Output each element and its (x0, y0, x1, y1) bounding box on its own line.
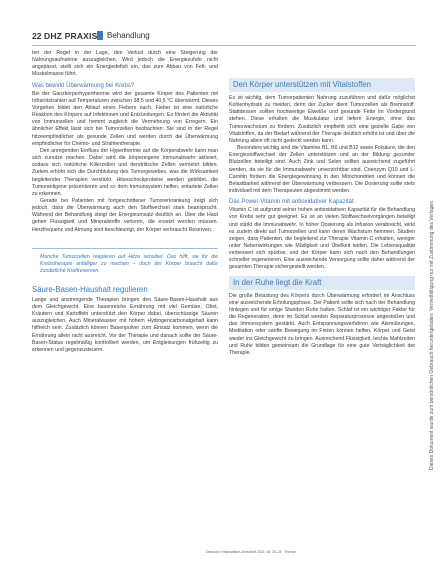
subheading: Das Power-Vitamin mit antioxidativer Kapazität (229, 199, 354, 206)
body-paragraph: Bei der Ganzkörperhyperthermie wird der gesamte Körper des Patienten mit Infrarotstrahlen auf Temperaturen zwischen 38,5 und 40,5 °C überwärmt. Dieses Vorgehen bildet den Ablauf eines Fiebers nach. Fieber ist eine natürliche Reaktion des Körpers auf Infektionen und Entzündungen. Es fördert die Aktivität von Immunzellen und hemmt zugleich die Vermehrung von Erregern. Ein ähnlicher Effekt lässt sich bei Tumorzellen beobachten: Sie sind in der Regel hitzeempfindlicher als gesunde Zellen und werden durch die Überwärmung empfindlicher für Chemo- und Strahlentherapie. (32, 90, 218, 147)
pull-quote: Manche Tumorzellen reagieren auf Hitze sensibel. Das hilft, sie für die Krebstherapie anfälliger zu machen – doch der Körper braucht dafür zusätzliche Kraftreserven. (32, 248, 218, 275)
rubric-label: Behandlung (107, 31, 150, 40)
body-paragraph: ten der Regel in der Lage, den Verlust durch eine Steigerung der Nahrungsaufnahme auszugleichen. Wird jedoch die Energiezufuhr nicht angepasst, stellt sich ein Energiedefizit ein, das zum Abbau von Fett- und Muskelmasse führt. (32, 50, 218, 78)
subheading: Was bewirkt Überwärmung bei Krebs? (32, 82, 135, 89)
body-paragraph: Lange und anstrengende Therapien bringen den Säure-Basen-Haushalt aus dem Gleichgewicht. Eine basenreiche Ernährung mit viel Gemüse, Obst, Kräutern und Kartoffeln unterstützt den Körper dabei, überschüssige Säuren auszugleichen. Auch Mineralwasser mit hohem Hydrogencarbonatgehalt kann hilfreich sein. Zusätzlich können Basenpulver zum Einsatz kommen, wenn die Ernährung allein nicht ausreicht. Vor der Therapie und danach sollte der Säure-Basen-Status regelmäßig kontrolliert werden, um Entgleisungen frühzeitig zu erkennen und gegenzusteuern. (32, 296, 218, 353)
journal-name: DHZ PRAXIS (44, 31, 98, 41)
page-number: 22 (32, 31, 42, 41)
page-footer (0, 548, 446, 584)
body-paragraph: Gerade bei Patienten mit fortgeschrittener Tumorerkrankung zeigt sich jedoch, dass die Überwärmung auch den Stoffwechsel stark beansprucht. Während der Behandlung steigt der Energieumsatz deutlich an. Über die Haut gehen Flüssigkeit und Mineralstoffe verloren, die ersetzt werden müssen. Herzfrequenz und Atmung sind beschleunigt, der Körper verbraucht Reserven. (32, 197, 218, 233)
body-paragraph: Vitamin C ist aufgrund seiner hohen antioxidativen Kapazität für die Behandlung von Krebs sehr gut geeignet. Es ist an vielen Stoffwechselvorgängen beteiligt und stärkt die Immunabwehr. In hoher Dosierung als Infusion verabreicht, wirkt es zudem direkt auf Tumorzellen und kann deren Wachstum hemmen. Studien zeigen, dass Patienten, die begleitend zur Therapie Vitamin C erhalten, weniger unter Nebenwirkungen wie Müdigkeit und Übelkeit leiden. Die Lebensqualität verbessert sich spürbar, und der Körper kann sich nach den Behandlungen schneller regenerieren. Eine ausreichende Versorgung sollte daher während der gesamten Therapie sichergestellt werden. (229, 207, 415, 271)
page-header (0, 0, 446, 52)
section-box-heading: Den Körper unterstützen mit Vitalstoffen (229, 78, 415, 92)
body-paragraph: Den anregenden Einfluss der Hyperthermie auf die Körperabwehr kann man sich zunutze machen. Dabei wird die körpereigene Immunabwehr aktiviert, sodass sich natürliche Killerzellen und dendritische Zellen vermehrt bilden. Zudem erhöht sich die Durchblutung des Tumorgewebes, was die Wirksamkeit begleitender Therapien verstärkt. Hitzeschockproteine werden gebildet, die Tumorantigene präsentieren und so dem Immunsystem helfen, entartete Zellen zu erkennen. (32, 147, 218, 197)
left-column (32, 50, 218, 354)
rubric-marker (97, 31, 103, 40)
section-heading: Säure-Basen-Haushalt regulieren (32, 284, 148, 294)
right-column (229, 50, 415, 357)
copyright-side-note (422, 150, 435, 470)
body-paragraph: Besonders wichtig sind die Vitamine B1, B6 und B12 sowie Folsäure, die den Energiestoffwechsel der Zellen unterstützen und an der Bildung gesunder Blutzellen beteiligt sind. Auch Zink und Selen sollten ausreichend zugeführt werden, da sie für die Immunabwehr unverzichtbar sind. Coenzym Q10 und L-Carnitin fördern die Energiegewinnung in den Mitochondrien und können die Belastbarkeit während der Überwärmung verbessern. Die Dosierung sollte stets individuell mit dem Therapeuten abgestimmt werden. (229, 145, 415, 195)
body-paragraph: Die große Belastung des Körpers durch Überwärmung erfordert im Anschluss eine ausreichende Erholungsphase. Der Patient sollte sich nach der Behandlung hinlegen und für einige Stunden Ruhe halten. Schlaf ist ein wichtiger Faktor für die Regeneration, denn im Schlaf werden Reparaturprozesse angestoßen und das Immunsystem gestärkt. Auch Entspannungsverfahren wie Atemübungen, Meditation oder sanfte Bewegung im Freien können helfen, Körper und Geist wieder ins Gleichgewicht zu bringen. Ausreichend Flüssigkeit, leichte Mahlzeiten und Ruhe bilden gemeinsam die Grundlage für eine gute Verträglichkeit der Therapie. (229, 292, 415, 356)
header-divider (32, 45, 416, 46)
section-box-heading: In der Ruhe liegt die Kraft (229, 276, 415, 290)
footer-citation: Deutsche Heilpraktiker-Zeitschrift 2021; 16: 20–23 · Thieme (206, 550, 296, 554)
side-note-text: Dieses Dokument wurde zum persönlichen Gebrauch heruntergeladen. Vervielfältigung nur mit Zustimmung des Verlages. (429, 199, 435, 470)
body-paragraph: Es ist wichtig, dem Tumorpatienten Nahrung zuzuführen und dafür möglichst Kohlenhydrate zu meiden, denn der Zucker dient Tumorzellen als Brennstoff. Stattdessen sollten hochwertige Eiweiße und gesunde Fette im Vordergrund stehen. Diese erhalten die Muskulatur und liefern Energie, ohne das Tumorwachstum zu fördern. Zusätzlich empfiehlt sich eine gezielte Gabe von Vitalstoffen, da der Bedarf während der Therapie deutlich erhöht ist und über die Nahrung allein oft nicht gedeckt werden kann. (229, 95, 415, 144)
